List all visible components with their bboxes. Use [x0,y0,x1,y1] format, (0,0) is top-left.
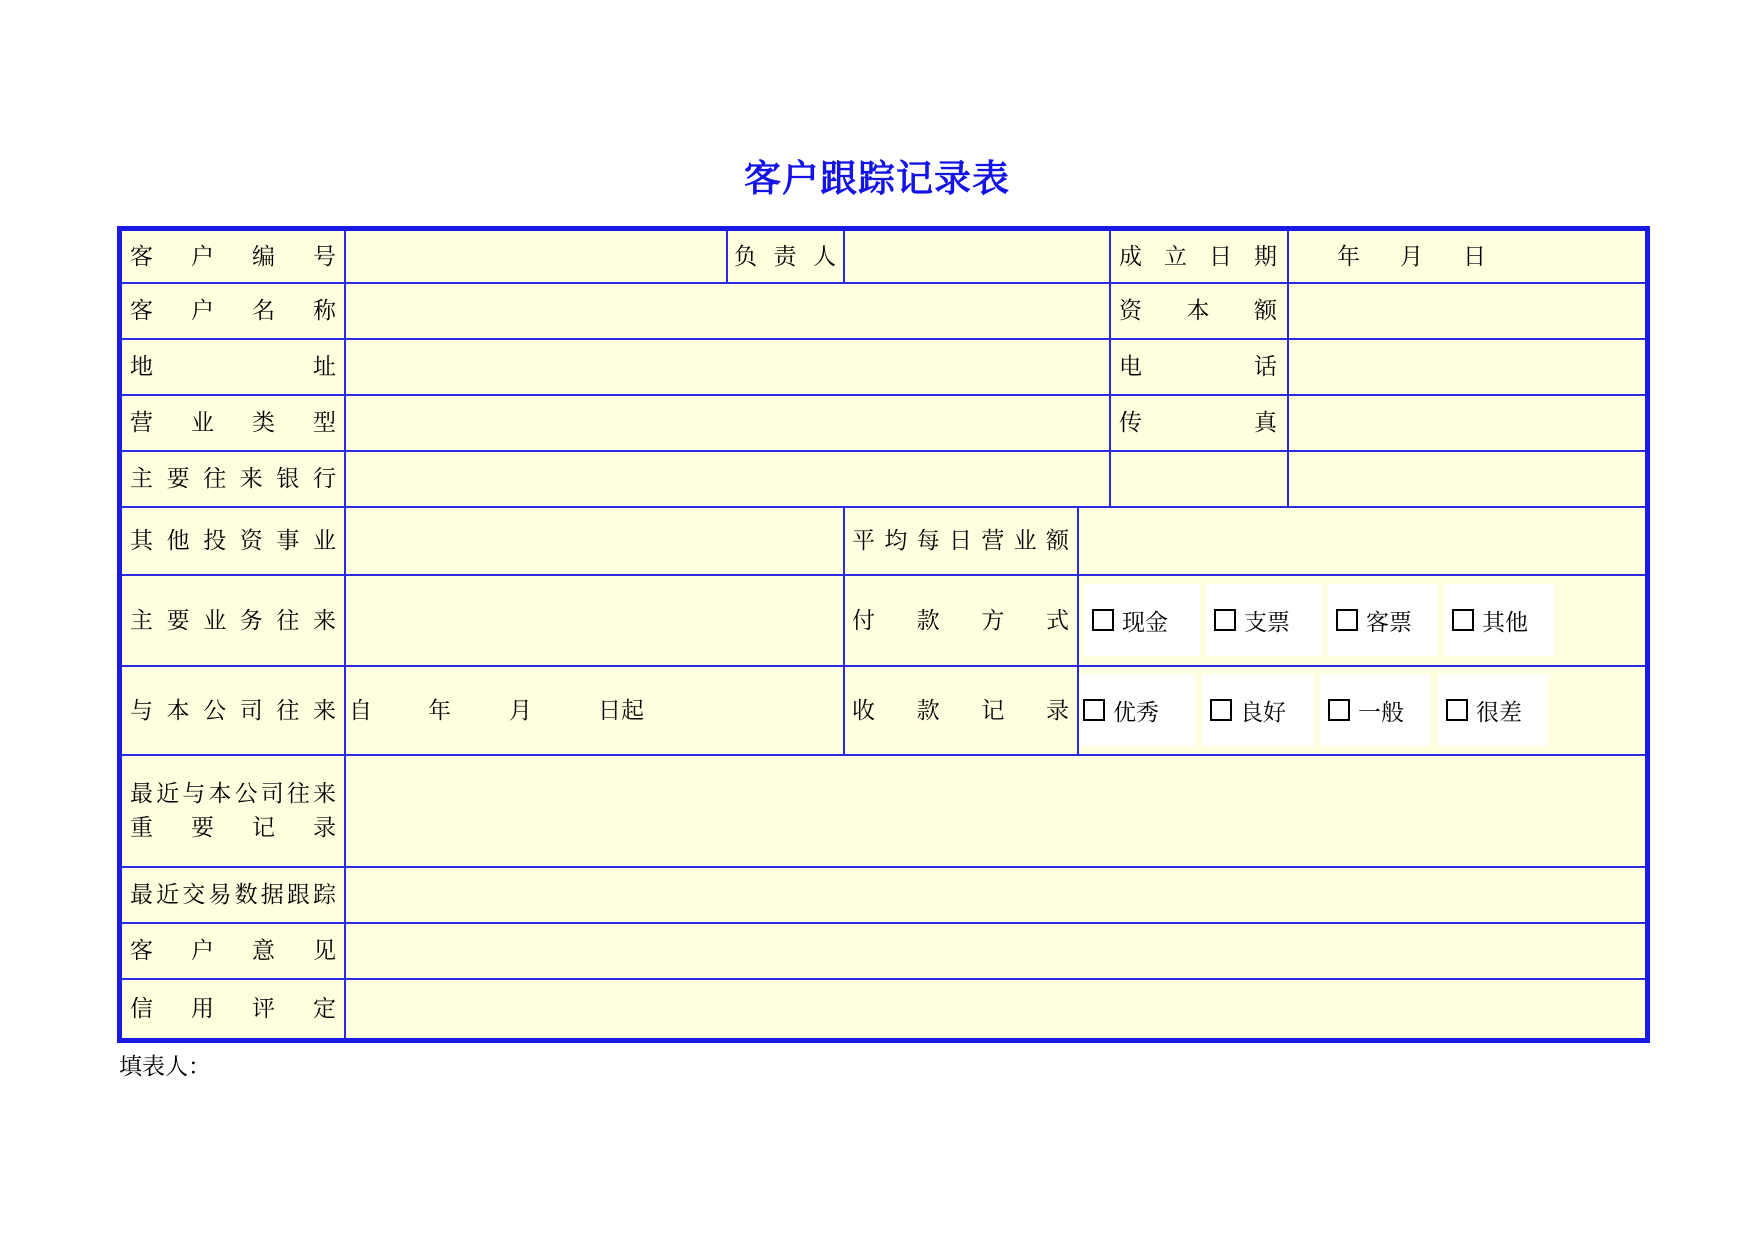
label-recent-records: 最 近 与 本 公 司 往 来 重 要 记 录 [130,781,336,841]
col-line [1109,231,1111,506]
checkbox-icon[interactable] [1210,699,1232,721]
label-payment-method: 付 款 方 式 [852,607,1069,634]
customer-no-field[interactable] [346,231,726,282]
filled-by-label: 填表人： [119,1054,211,1080]
other-investment-field[interactable] [346,508,843,574]
phone-field[interactable] [1289,340,1645,394]
capital-field[interactable] [1289,284,1645,338]
col-line [726,231,728,282]
credit-rating-field[interactable] [346,980,1645,1038]
label-fax: 传 真 [1119,410,1277,436]
payment-option-promissory[interactable]: 客票 [1328,584,1438,656]
checkbox-icon[interactable] [1092,609,1114,631]
receipt-option-poor[interactable]: 很差 [1438,674,1548,746]
payment-option-other[interactable]: 其他 [1444,584,1554,656]
fax-field[interactable] [1289,396,1645,450]
checkbox-icon[interactable] [1083,699,1105,721]
label-recent-trade: 最 近 交 易 数 据 跟 踪 [130,882,336,908]
label-company-dealings: 与 本 公 司 往 来 [130,697,336,724]
label-main-bank: 主 要 往 来 银 行 [130,466,336,492]
label-phone: 电 话 [1119,354,1277,380]
label-other-investment: 其 他 投 资 事 业 [130,528,336,554]
label-business-type: 营 业 类 型 [130,410,336,436]
main-business-field[interactable] [346,576,843,665]
receipt-option-average[interactable]: 一般 [1320,674,1430,746]
label-customer-name: 客 户 名 称 [130,298,336,324]
dealings-since-date-field[interactable]: 自 年 月 日起 [349,697,644,724]
address-field[interactable] [346,340,1109,394]
payment-option-check[interactable]: 支票 [1206,584,1322,656]
label-credit-rating: 信 用 评 定 [130,996,336,1022]
payment-option-cash[interactable]: 现金 [1084,584,1200,656]
receipt-option-good[interactable]: 良好 [1202,674,1314,746]
checkbox-icon[interactable] [1214,609,1236,631]
checkbox-icon[interactable] [1336,609,1358,631]
form-title: 客户跟踪记录表 [744,157,1010,200]
label-main-business: 主 要 业 务 往 来 [130,607,336,634]
responsible-field[interactable] [845,231,1109,282]
label-receipt-record: 收 款 记 录 [852,697,1069,724]
col-line [843,506,845,754]
label-customer-opinion: 客 户 意 见 [130,938,336,964]
checkbox-icon[interactable] [1446,699,1468,721]
established-date-field[interactable]: 年 月 日 [1337,243,1486,270]
label-customer-no: 客 户 编 号 [130,243,336,270]
label-responsible: 负 责 人 [734,243,836,270]
main-bank-field[interactable] [346,452,1109,506]
recent-records-field[interactable] [346,756,1645,866]
customer-tracking-form [117,226,1650,1043]
business-type-field[interactable] [346,396,1109,450]
label-address: 地 址 [130,354,336,380]
checkbox-icon[interactable] [1452,609,1474,631]
label-established-date: 成 立 日 期 [1119,243,1277,270]
customer-name-field[interactable] [346,284,1109,338]
recent-trade-field[interactable] [346,868,1645,922]
label-capital: 资 本 额 [1119,298,1277,324]
avg-daily-revenue-field[interactable] [1079,508,1645,574]
customer-opinion-field[interactable] [346,924,1645,978]
receipt-option-excellent[interactable]: 优秀 [1079,674,1195,746]
checkbox-icon[interactable] [1328,699,1350,721]
label-avg-daily-revenue: 平 均 每 日 营 业 额 [852,528,1069,554]
